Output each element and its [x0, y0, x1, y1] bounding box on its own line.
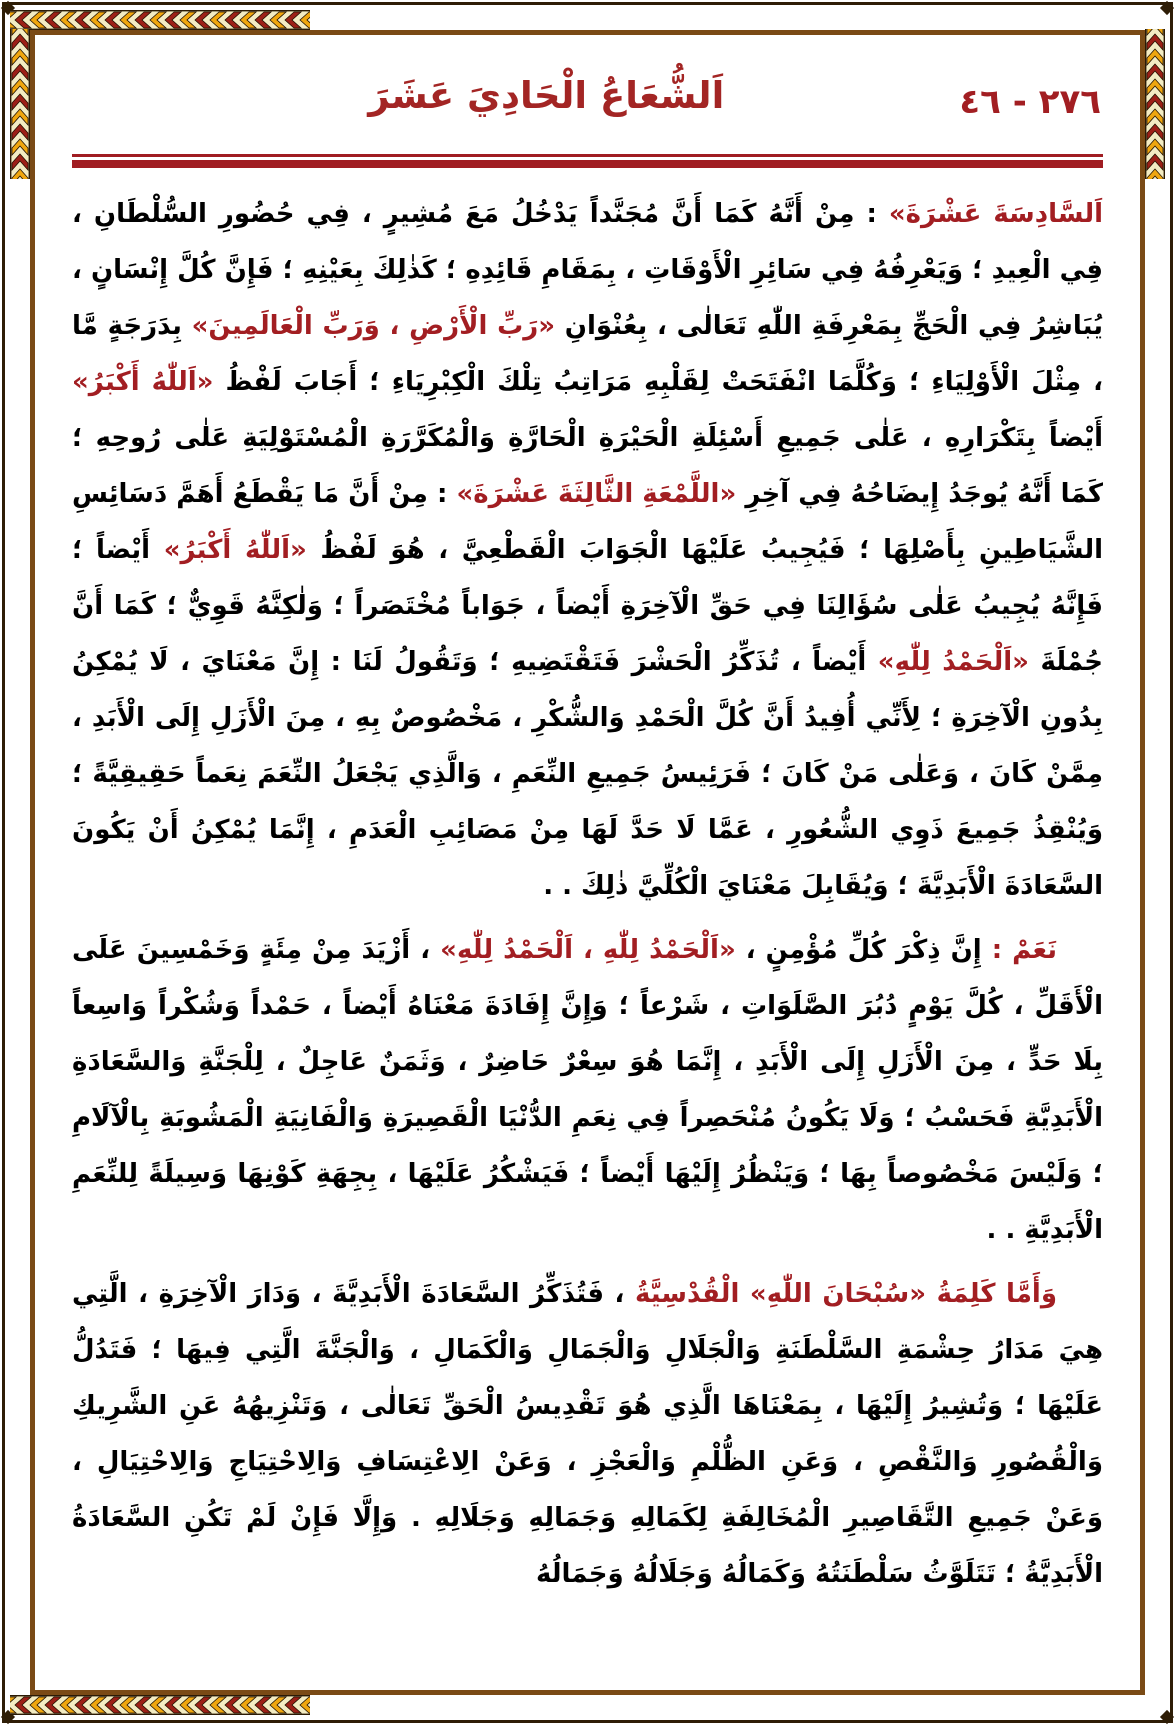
header-divider-thick-line — [72, 160, 1103, 168]
red-phrase: «اَللّٰهُ أَكْبَرُ» — [163, 535, 307, 565]
paragraph-sixteenth-point — [72, 186, 1103, 914]
page-header — [72, 66, 1103, 142]
border-chain-pattern-bottom — [10, 1695, 310, 1715]
red-phrase: «اَللّٰهُ أَكْبَرُ» — [72, 367, 214, 397]
body-text — [72, 186, 1103, 1602]
header-divider — [72, 154, 1103, 168]
border-chain-pattern-left — [10, 29, 30, 179]
red-phrase: وَأَمَّا كَلِمَةُ «سُبْحَانَ اللّٰهِ» الْقُدْسِيَّةُ — [635, 1279, 1057, 1309]
red-phrase: اَلسَّادِسَةَ عَشْرَةَ» — [888, 199, 1103, 229]
text-run: أَيْضاً ، تُذَكِّرُ الْحَشْرَ فَتَقْتَضِيهِ ؛ وَتَقُولُ لَنَا : إِنَّ مَعْنَايَ ، لَا يُمْكِنُ بِدُونِ الْآخِرَةِ ؛ لِأَنِّي أُفِيدُ أَنَّ كُلَّ الْحَمْدِ وَالشُّكْرِ ، مَخْصُوصٌ بِهِ ، مِنَ الْأَزَلِ إِلَى الْأَبَدِ ، مِمَّنْ كَانَ ، وَعَلٰى مَنْ كَانَ ؛ فَرَئِيسُ جَمِيعِ النِّعَمِ ، وَالَّذِي يَجْعَلُ النِّعَمَ نِعَماً حَقِيقِيَّةً ؛ وَيُنْقِذُ جَمِيعَ ذَوِي الشُّعُورِ ، عَمَّا لَا حَدَّ لَهَا مِنْ مَصَائِبِ الْعَدَمِ ، إِنَّمَا يُمْكِنُ أَنْ يَكُونَ السَّعَادَةَ الْأَبَدِيَّةَ ؛ وَيُقَابِلَ مَعْنَايَ الْكُلِّيَّ ذٰلِكَ . . — [72, 647, 1103, 901]
red-phrase: «اَلْحَمْدُ لِلّٰهِ» — [877, 647, 1029, 677]
corner-finial-icon — [1160, 1710, 1174, 1724]
paragraph-subhanallah — [72, 1266, 1103, 1602]
page-number: ٢٧٦ - ٤٦ — [959, 82, 1101, 122]
red-phrase: «اَلْحَمْدُ لِلّٰهِ ، اَلْحَمْدُ لِلّٰهِ» — [440, 935, 736, 965]
text-run: : مِنْ أَنَّ مَا يَقْطَعُ أَهَمَّ دَسَائِسِ الشَّيَاطِينِ بِأَصْلِهَا ؛ فَيُجِيبُ عَلَيْهَا الْجَوَابَ الْقَطْعِيَّ ، هُوَ لَفْظُ — [72, 479, 1103, 565]
border-chain-pattern-top — [10, 10, 310, 30]
red-phrase: نَعَمْ : — [991, 935, 1058, 965]
text-run: إِنَّ ذِكْرَ كُلِّ مُؤْمِنٍ ، — [735, 935, 992, 965]
page-content — [38, 38, 1137, 1687]
corner-finial-icon — [1160, 1, 1174, 15]
text-run: بِدَرَجَةٍ مَّا ، مِثْلَ الْأَوْلِيَاءِ ؛ وَكُلَّمَا انْفَتَحَتْ لِقَلْبِهِ مَرَاتِبُ تِلْكَ الْكِبْرِيَاءِ ؛ أَجَابَ لَفْظُ — [72, 311, 1103, 397]
page-title: اَلشُّعَاعُ الْحَادِيَ عَشَرَ — [368, 74, 725, 117]
border-chain-pattern-right — [1145, 29, 1165, 179]
text-run: ، أَزْيَدَ مِنْ مِئَةٍ وَخَمْسِينَ عَلَى الْأَقَلِّ ، كُلَّ يَوْمٍ دُبُرَ الصَّلَوَاتِ ، شَرْعاً ؛ وَإِنَّ إِفَادَةَ مَعْنَاهُ أَيْضاً ، حَمْداً وَشُكْراً وَاسِعاً بِلَا حَدٍّ ، مِنَ الْأَزَلِ إِلَى الْأَبَدِ ، إِنَّمَا هُوَ سِعْرٌ حَاضِرٌ ، وَثَمَنٌ عَاجِلٌ ، لِلْجَنَّةِ وَالسَّعَادَةِ الْأَبَدِيَّةِ فَحَسْبُ ؛ وَلَا يَكُونُ مُنْحَصِراً فِي نِعَمِ الدُّنْيَا الْقَصِيرَةِ وَالْفَانِيَةِ الْمَشُوبَةِ بِالْآلَامِ ؛ وَلَيْسَ مَخْصُوصاً بِهَا ؛ وَيَنْظُرُ إِلَيْهَا أَيْضاً ؛ فَيَشْكُرُ عَلَيْهَا ، بِجِهَةِ كَوْنِهَا وَسِيلَةً لِلنِّعَمِ الْأَبَدِيَّةِ . . — [72, 935, 1103, 1245]
text-run: أَيْضاً بِتَكْرَارِهِ ، عَلٰى جَمِيعِ أَسْئِلَةِ الْحَيْرَةِ الْحَارَّةِ وَالْمُكَرَّرَةِ الْمُسْتَوْلِيَةِ عَلٰى رُوحِهِ ؛ كَمَا أَنَّهُ يُوجَدُ إِيضَاحُهُ فِي آخِرِ — [72, 423, 1103, 509]
text-run: أَيْضاً ؛ فَإِنَّهُ يُجِيبُ عَلٰى سُؤَالِنَا فِي حَقِّ الْآخِرَةِ أَيْضاً ، جَوَاباً مُخْتَصَراً ؛ وَلٰكِنَّهُ قَوِيٌّ ؛ كَمَا أَنَّ جُمْلَةَ — [72, 535, 1103, 677]
text-run: : مِنْ أَنَّهُ كَمَا أَنَّ مُجَنَّداً يَدْخُلُ مَعَ مُشِيرٍ ، فِي حُضُورِ السُّلْطَانِ ، فِي الْعِيدِ ؛ وَيَعْرِفُهُ فِي سَائِرِ الْأَوْقَاتِ ، بِمَقَامِ قَائِدِهِ ؛ كَذٰلِكَ بِعَيْنِهِ ؛ فَإِنَّ كُلَّ إِنْسَانٍ ، يُبَاشِرُ فِي الْحَجِّ بِمَعْرِفَةِ اللّٰهِ تَعَالٰى ، بِعُنْوَانِ — [72, 199, 1103, 341]
text-run: ، فَتُذَكِّرُ السَّعَادَةَ الْأَبَدِيَّةَ ، وَدَارَ الْآخِرَةِ ، الَّتِي هِيَ مَدَارُ حِشْمَةِ السَّلْطَنَةِ وَالْجَلَالِ وَالْجَمَالِ وَالْكَمَالِ ، وَالْجَنَّةَ الَّتِي فِيهَا ؛ فَتَدُلُّ عَلَيْهَا ؛ وَتُشِيرُ إِلَيْهَا ، بِمَعْنَاهَا الَّذِي هُوَ تَقْدِيسُ الْحَقِّ تَعَالٰى ، وَتَنْزِيهُهُ عَنِ الشَّرِيكِ وَالْقُصُورِ وَالنَّقْصِ ، وَعَنِ الظُّلْمِ وَالْعَجْزِ ، وَعَنْ الِاعْتِسَافِ وَالِاحْتِيَاجِ وَالِاحْتِيَالِ ، وَعَنْ جَمِيعِ التَّقَاصِيرِ الْمُخَالِفَةِ لِكَمَالِهِ وَجَمَالِهِ وَجَلَالِهِ . وَإِلَّا فَإِنْ لَمْ تَكُنِ السَّعَادَةُ الْأَبَدِيَّةُ ؛ تَتَلَوَّثُ سَلْطَنَتُهُ وَكَمَالُهُ وَجَلَالُهُ وَجَمَالُهُ — [72, 1279, 1103, 1589]
red-phrase: «رَبِّ الْأَرْضِ ، وَرَبِّ الْعَالَمِينَ» — [191, 311, 556, 341]
paragraph-naam — [72, 922, 1103, 1258]
red-phrase: «اللَّمْعَةِ الثَّالِثَةَ عَشْرَةَ» — [456, 479, 737, 509]
